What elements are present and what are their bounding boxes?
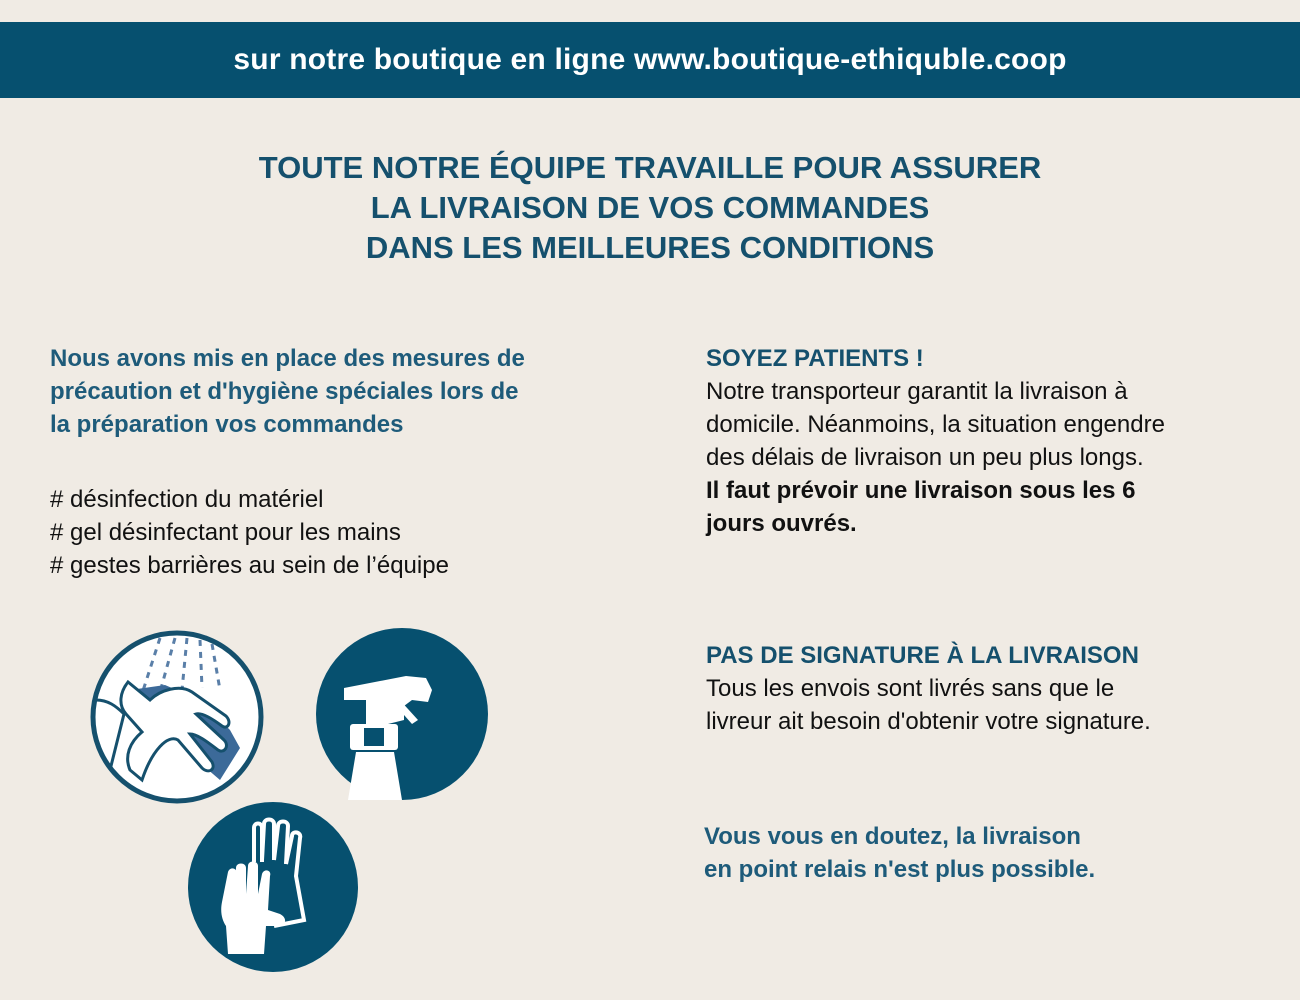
spray-bottle-icon [316, 628, 488, 800]
page-headline [0, 148, 1300, 268]
intro-line: précaution et d'hygiène spéciales lors de [50, 378, 519, 405]
patience-body [706, 375, 1266, 540]
intro-line: Nous avons mis en place des mesures de [50, 345, 525, 372]
gloves-icon [188, 802, 358, 972]
note-line: en point relais n'est plus possible. [704, 856, 1096, 883]
banner-link-text[interactable]: sur notre boutique en ligne www.boutique-ethiquble.coop [233, 43, 1067, 76]
top-banner [0, 22, 1300, 98]
hygiene-section [50, 342, 650, 582]
measure-item: # désinfection du matériel [50, 486, 324, 513]
body-line: domicile. Néanmoins, la situation engendre [706, 411, 1165, 438]
delivery-delay-line: jours ouvrés. [706, 510, 857, 537]
measure-item: # gestes barrières au sein de l’équipe [50, 552, 449, 579]
headline-line: LA LIVRAISON DE VOS COMMANDES [370, 190, 930, 225]
body-line: des délais de livraison un peu plus longs. [706, 444, 1144, 471]
patience-title: SOYEZ PATIENTS ! [706, 345, 924, 372]
measure-item: # gel désinfectant pour les mains [50, 519, 401, 546]
note-line: Vous vous en doutez, la livraison [704, 823, 1081, 850]
headline-line: DANS LES MEILLEURES CONDITIONS [365, 230, 935, 265]
signature-body [706, 672, 1266, 738]
hygiene-intro [50, 342, 650, 441]
delivery-delay-line: Il faut prévoir une livraison sous les 6 [706, 477, 1136, 504]
body-line: Tous les envois sont livrés sans que le [706, 675, 1115, 702]
body-line: Notre transporteur garantit la livraison à [706, 378, 1128, 405]
signature-section [706, 639, 1266, 738]
body-line: livreur ait besoin d'obtenir votre signature. [706, 708, 1151, 735]
relay-point-note [704, 820, 1264, 886]
measures-list [50, 483, 650, 582]
intro-line: la préparation vos commandes [50, 411, 404, 438]
signature-title: PAS DE SIGNATURE À LA LIVRAISON [706, 642, 1139, 669]
patience-section [706, 342, 1266, 540]
headline-line: TOUTE NOTRE ÉQUIPE TRAVAILLE POUR ASSURER [258, 150, 1042, 185]
hand-washing-icon [90, 630, 264, 804]
